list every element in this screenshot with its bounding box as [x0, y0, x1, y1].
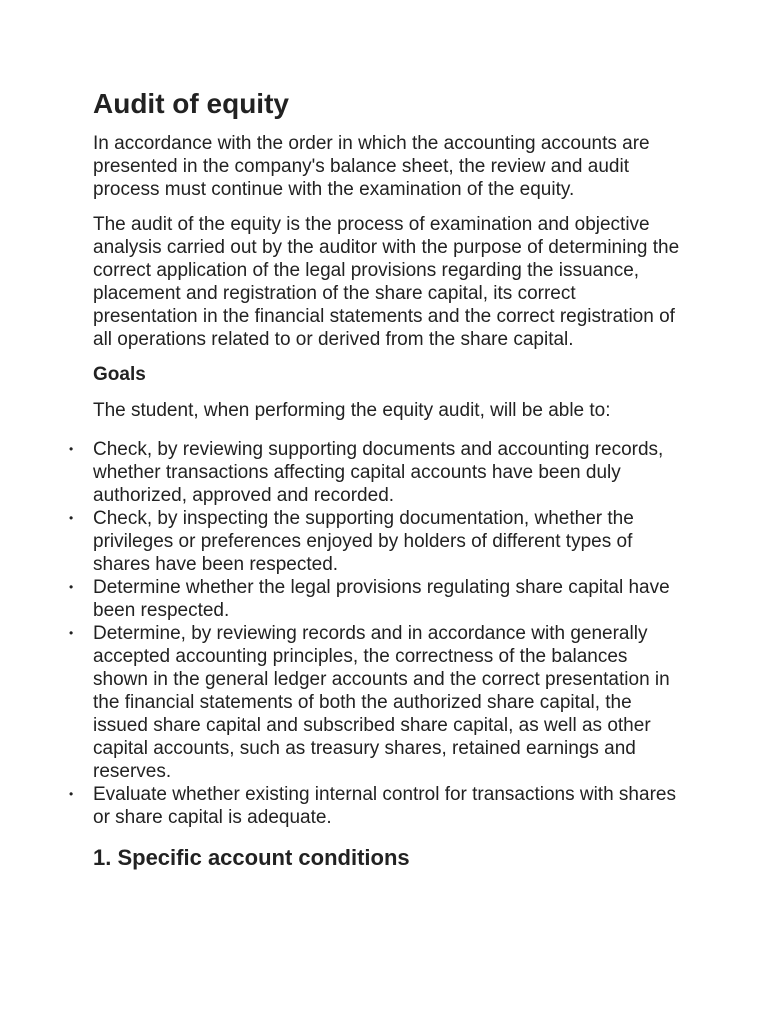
list-item	[69, 507, 683, 576]
bullet-icon: •	[69, 442, 74, 456]
goal-text: Evaluate whether existing internal control for transactions with shares or share capital is adequate.	[93, 784, 676, 828]
bullet-icon: •	[69, 626, 74, 640]
goal-text: Check, by inspecting the supporting documentation, whether the privileges or preferences enjoyed by holders of different types of shares have been respected.	[93, 508, 634, 575]
section-heading: 1. Specific account conditions	[93, 845, 410, 870]
list-item	[69, 576, 683, 622]
bullet-icon: •	[69, 511, 74, 525]
document-page	[69, 84, 683, 873]
goal-text: Determine whether the legal provisions regulating share capital have been respected.	[93, 577, 670, 621]
goals-intro: The student, when performing the equity audit, will be able to:	[93, 400, 611, 421]
list-item	[69, 438, 683, 507]
bullet-icon: •	[69, 580, 74, 594]
goal-text: Check, by reviewing supporting documents and accounting records, whether transactions affecting capital accounts have been duly authorized, approved and recorded.	[93, 439, 664, 506]
intro-paragraph: In accordance with the order in which the accounting accounts are presented in the company's balance sheet, the review and audit process must continue with the examination of the equity.	[93, 133, 650, 200]
goals-heading: Goals	[93, 364, 146, 385]
definition-paragraph: The audit of the equity is the process of examination and objective analysis carried out by the auditor with the purpose of determining the correct application of the legal provisions regarding the issuance, placement and registration of the share capital, its correct presentation in the financial statements and the correct registration of all operations related to or derived from the share capital.	[93, 214, 680, 350]
goal-text: Determine, by reviewing records and in accordance with generally accepted accounting principles, the correctness of the balances shown in the general ledger accounts and the correct presentation in the financial statements of both the authorized share capital, the issued share capital and subscribed share capital, as well as other capital accounts, such as treasury shares, retained earnings and reserves.	[93, 623, 670, 782]
goals-list	[69, 438, 683, 829]
page-title: Audit of equity	[93, 88, 289, 119]
list-item	[69, 622, 683, 783]
bullet-icon: •	[69, 787, 74, 801]
list-item	[69, 783, 683, 829]
